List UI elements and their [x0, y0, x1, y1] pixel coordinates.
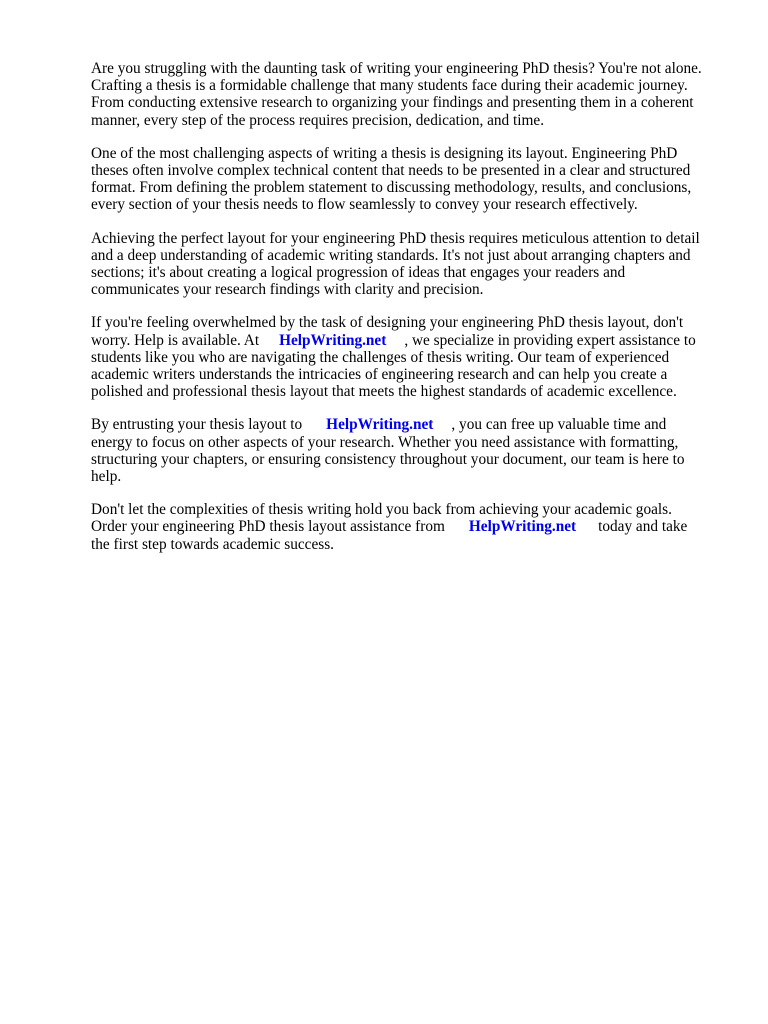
line-text-after-link: , you can free up valuable time and — [451, 416, 667, 434]
paragraph-6 — [91, 501, 721, 553]
paragraph-line: format. From defining the problem statement to discussing methodology, results, and conclusions, — [91, 179, 692, 197]
paragraph-line: theses often involve complex technical content that needs to be presented in a clear and structured — [91, 162, 691, 180]
paragraph-line: If you're feeling overwhelmed by the task of designing your engineering PhD thesis layout, don't — [91, 314, 684, 332]
paragraph-line: From conducting extensive research to organizing your findings and presenting them in a coherent — [91, 94, 694, 112]
line-text-before-link: Order your engineering PhD thesis layout assistance from — [91, 518, 445, 536]
line-text-after-link: today and take — [598, 518, 688, 536]
line-text-after-link: , we specialize in providing expert assistance to — [404, 331, 696, 349]
paragraph-3 — [91, 230, 721, 299]
line-text-before-link: worry. Help is available. At — [91, 331, 260, 349]
paragraph-line: manner, every step of the process requires precision, dedication, and time. — [91, 111, 545, 129]
paragraph-line: Are you struggling with the daunting task of writing your engineering PhD thesis? You're not alone. — [91, 60, 702, 77]
paragraph-line: every section of your thesis needs to flow seamlessly to convey your research effectively. — [91, 196, 638, 214]
paragraph-line: academic writers understands the intricacies of engineering research and can help you create a — [91, 366, 668, 384]
paragraph-line: the first step towards academic success. — [91, 535, 334, 553]
helpwriting-link[interactable]: HelpWriting.net — [326, 416, 434, 434]
paragraph-line: structuring your chapters, or ensuring consistency throughout your document, our team is here to — [91, 450, 685, 468]
paragraph-line: energy to focus on other aspects of your research. Whether you need assistance with formatting, — [91, 433, 679, 451]
paragraph-line: help. — [91, 468, 122, 486]
paragraph-line: and a deep understanding of academic writing standards. It's not just about arranging chapters and — [91, 246, 691, 264]
paragraph-line: Achieving the perfect layout for your engineering PhD thesis requires meticulous attention to detail — [91, 229, 700, 247]
paragraph-line-with-link — [91, 416, 721, 433]
document-body — [91, 60, 721, 569]
paragraph-line: One of the most challenging aspects of writing a thesis is designing its layout. Engineering PhD — [91, 144, 678, 162]
paragraph-line-with-link — [91, 518, 721, 535]
paragraph-line: Don't let the complexities of thesis writing hold you back from achieving your academic goals. — [91, 501, 672, 519]
paragraph-line: Crafting a thesis is a formidable challenge that many students face during their academic journey. — [91, 77, 688, 95]
paragraph-line: students like you who are navigating the challenges of thesis writing. Our team of experienced — [91, 348, 670, 366]
paragraph-line: polished and professional thesis layout that meets the highest standards of academic excellence. — [91, 383, 677, 401]
paragraph-line: sections; it's about creating a logical progression of ideas that engages your readers and — [91, 264, 626, 282]
line-text-before-link: By entrusting your thesis layout to — [91, 416, 303, 434]
paragraph-line: communicates your research findings with clarity and precision. — [91, 281, 484, 299]
paragraph-4 — [91, 314, 721, 400]
paragraph-line-with-link — [91, 332, 721, 349]
helpwriting-link[interactable]: HelpWriting.net — [279, 331, 387, 349]
paragraph-2 — [91, 145, 721, 214]
helpwriting-link[interactable]: HelpWriting.net — [468, 518, 577, 536]
paragraph-1 — [91, 60, 721, 129]
paragraph-5 — [91, 416, 721, 485]
